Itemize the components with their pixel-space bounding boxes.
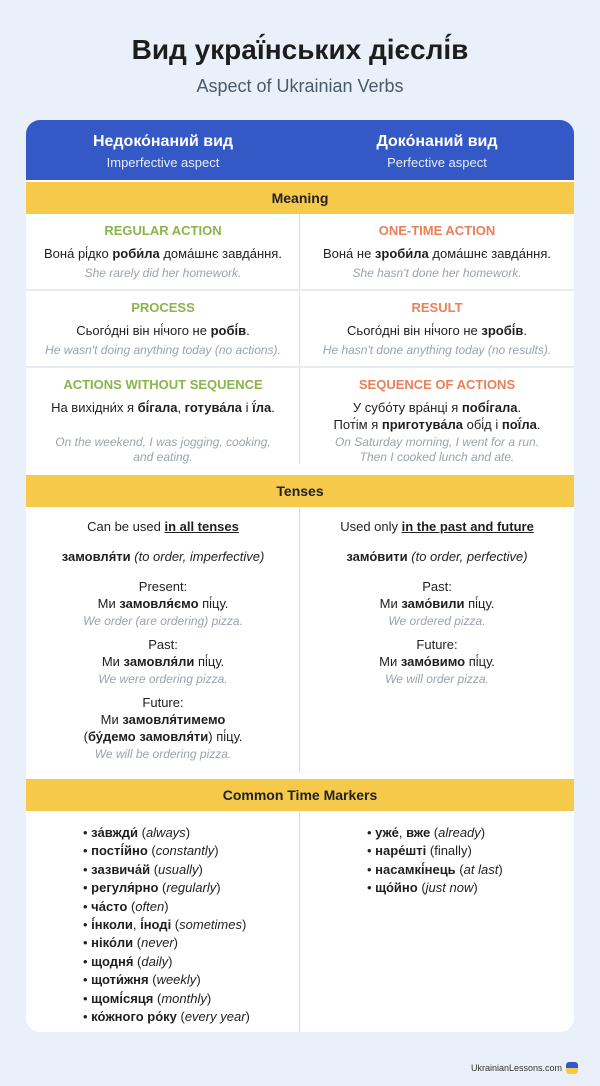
example-translation: He wasn't doing anything today (no actions).: [45, 343, 281, 357]
verb-definition: замовля́ти (to order, imperfective): [61, 549, 265, 564]
regular-action-cell: [26, 223, 300, 281]
actions-without-sequence-cell: [26, 377, 300, 465]
time-markers-band: Common Time Markers: [26, 779, 574, 811]
future-translation: We will order pizza.: [385, 672, 489, 686]
logo-icon: [566, 1062, 578, 1074]
list-item: • зазвича́й (usually): [83, 861, 250, 879]
perfective-header: [300, 133, 574, 170]
example-sentence: Вона́ рі́дко роби́ла дома́шнє завда́ння.: [44, 246, 282, 261]
chart-card: [26, 120, 574, 1032]
future-label: Future:: [416, 637, 458, 652]
past-example: Ми замовля́ли пі́цу.: [101, 654, 225, 669]
list-item: • за́вжди́ (always): [83, 824, 250, 842]
list-item: • ко́жного ро́ку (every year): [83, 1008, 250, 1026]
example-sentence: Сього́дні він ні́чого не зробі́в.: [347, 323, 527, 338]
verb-definition: замо́вити (to order, perfective): [346, 549, 528, 564]
row-divider: [26, 289, 574, 291]
past-translation: We ordered pizza.: [388, 614, 486, 628]
imperfective-header: [26, 133, 300, 170]
imperfective-title: Недоко́наний вид: [92, 133, 234, 150]
future-label: Future:: [142, 695, 184, 710]
past-translation: We were ordering pizza.: [98, 672, 228, 686]
footer: [471, 1062, 578, 1074]
tenses-band: Tenses: [26, 475, 574, 507]
list-item: • регуля́рно (regularly): [83, 879, 250, 897]
perfective-subtitle: Perfective aspect: [387, 155, 487, 170]
category-label: ONE-TIME ACTION: [378, 223, 496, 238]
past-label: Past:: [422, 579, 452, 594]
example-translation: On the weekend, I was jogging, cooking, and eating.: [55, 435, 271, 464]
perfective-tenses-cell: [300, 518, 574, 687]
imperfective-subtitle: Imperfective aspect: [106, 155, 220, 170]
imperfective-markers-list: [83, 824, 250, 1026]
perfective-markers-list: [367, 824, 503, 898]
past-example: Ми замо́вили пі́цу.: [379, 596, 495, 611]
page-title: Вид украї́нських дієслі́в: [131, 34, 469, 65]
category-label: SEQUENCE OF ACTIONS: [358, 377, 516, 392]
example-translation: On Saturday morning, I went for a run. Then I cooked lunch and ate.: [334, 435, 540, 464]
future-example: Ми замовля́тимемо (бу́демо замовля́ти) пі́цу.: [83, 712, 243, 744]
category-label: RESULT: [411, 300, 463, 315]
category-label: REGULAR ACTION: [104, 223, 222, 238]
list-item: • ча́сто (often): [83, 898, 250, 916]
list-item: • ніко́ли (never): [83, 934, 250, 952]
list-item: • і́нколи, і́ноді (sometimes): [83, 916, 250, 934]
example-translation: She hasn't done her homework.: [352, 266, 522, 280]
example-sentence: Вона́ не зроби́ла дома́шнє завда́ння.: [322, 246, 552, 261]
example-sentence: Сього́дні він ні́чого не робі́в.: [76, 323, 250, 338]
future-example: Ми замо́вимо пі́цу.: [379, 654, 495, 669]
process-cell: [26, 300, 300, 358]
list-item: • насамкі́нець (at last): [367, 861, 503, 879]
list-item: • пості́йно (constantly): [83, 842, 250, 860]
site-link[interactable]: UkrainianLessons.com: [470, 1063, 562, 1073]
list-item: • що́йно (just now): [367, 879, 503, 897]
example-translation: She rarely did her homework.: [84, 266, 242, 280]
list-item: • щодня́ (daily): [83, 953, 250, 971]
example-translation: He hasn't done anything today (no results).: [322, 343, 552, 357]
imperfective-tenses-cell: [26, 518, 300, 762]
past-label: Past:: [148, 637, 178, 652]
one-time-action-cell: [300, 223, 574, 281]
category-label: PROCESS: [131, 300, 195, 315]
list-item: • щоти́жня (weekly): [83, 971, 250, 989]
result-cell: [300, 300, 574, 358]
perfective-title: Доко́наний вид: [376, 133, 498, 150]
list-item: • наре́шті (finally): [367, 842, 503, 860]
example-sentence: На вихідни́х я бі́гала, готува́ла і ї́ла.: [51, 400, 275, 415]
list-item: • уже́, вже (already): [367, 824, 503, 842]
tense-intro: Can be used in all tenses: [87, 519, 239, 534]
page-subtitle: Aspect of Ukrainian Verbs: [196, 76, 404, 96]
present-translation: We order (are ordering) pizza.: [83, 614, 243, 628]
example-sentence: У субо́ту вра́нці я побі́гала. Пот́ім я приготува́ла обі́д і пої́ла.: [333, 400, 541, 432]
markers-divider: [299, 811, 300, 1032]
list-item: • щомі́сяця (monthly): [83, 990, 250, 1008]
meaning-band: Meaning: [26, 182, 574, 214]
row-divider: [26, 366, 574, 368]
category-label: ACTIONS WITHOUT SEQUENCE: [63, 377, 263, 392]
future-translation: We will be ordering pizza.: [94, 747, 232, 761]
present-example: Ми замовля́ємо пі́цу.: [97, 596, 229, 611]
tense-intro: Used only in the past and future: [340, 519, 534, 534]
aspect-header: [26, 120, 574, 180]
present-label: Present:: [138, 579, 188, 594]
sequence-of-actions-cell: [300, 377, 574, 465]
